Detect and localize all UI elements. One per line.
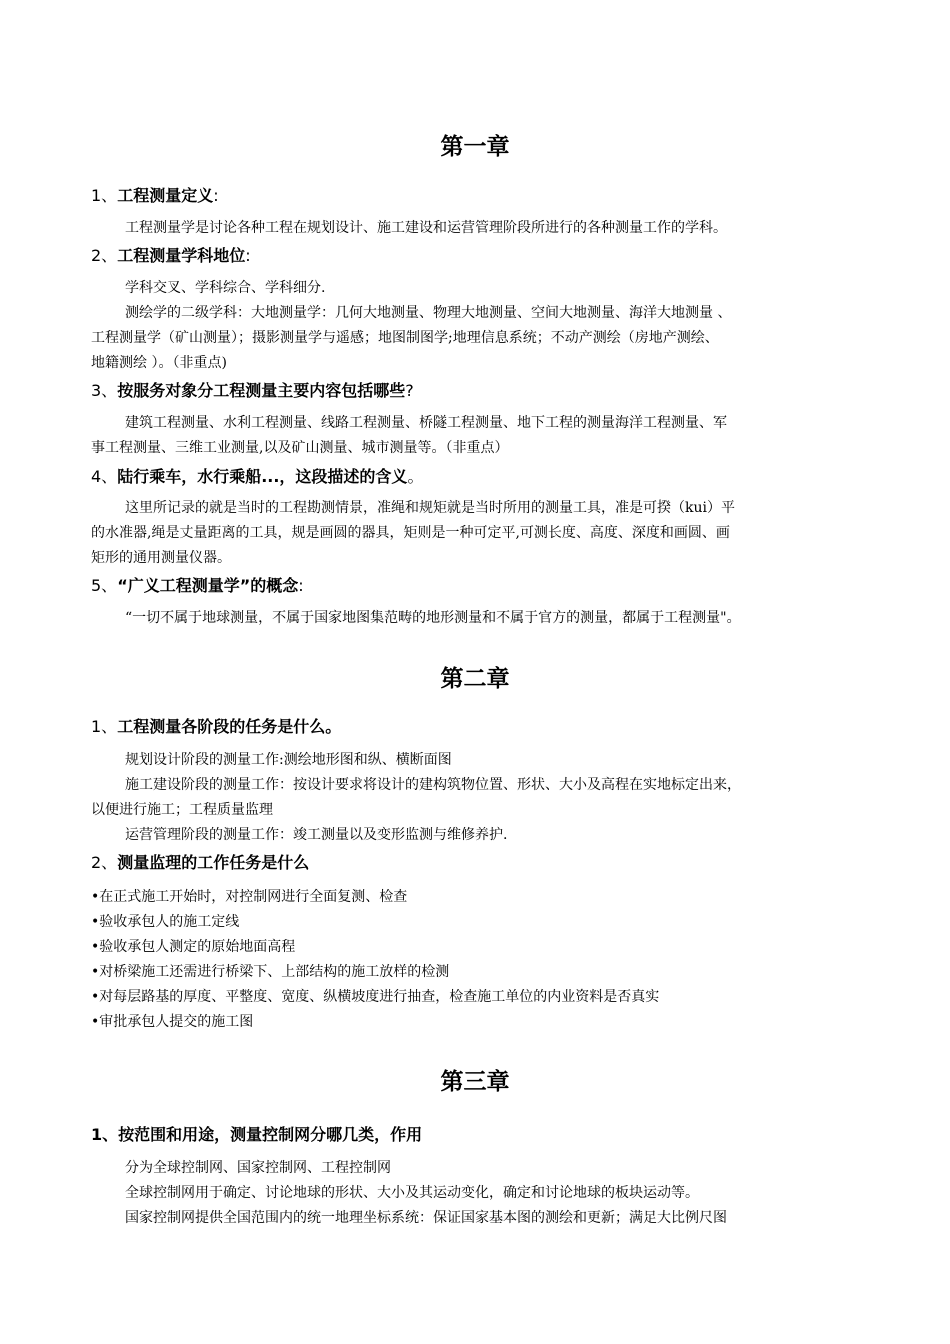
question-punct: : xyxy=(298,576,304,595)
ch1-answer-4-line1: 这里所记录的就是当时的工程勘测情景，准绳和规矩就是当时所用的测量工具，准是可揆（kui）平 xyxy=(125,500,735,516)
ch1-answer-3-line2: 事工程测量、三维工业测量,以及矿山测量、城市测量等。（非重点） xyxy=(91,440,509,456)
ch1-question-3 xyxy=(91,378,414,401)
ch2-bullet-6: •审批承包人提交的施工图 xyxy=(91,1014,254,1030)
question-number: 1、 xyxy=(91,186,118,205)
question-text: 工程测量各阶段的任务是什么。 xyxy=(117,717,342,736)
ch1-answer-1: 工程测量学是讨论各种工程在规划设计、施工建设和运营管理阶段所进行的各种测量工作的学科。 xyxy=(125,220,727,236)
ch1-question-4 xyxy=(91,464,423,487)
chapter-3-title: 第三章 xyxy=(440,1069,510,1095)
ch3-answer-3: 国家控制网提供全国范围内的统一地理坐标系统：保证国家基本图的测绘和更新；满足大比例尺图 xyxy=(125,1210,727,1226)
ch1-answer-2b-line1: 测绘学的二级学科：大地测量学：几何大地测量、物理大地测量、空间大地测量、海洋大地测量 、 xyxy=(125,305,732,321)
question-text: 工程测量学科地位 xyxy=(117,246,246,265)
ch2-answer-1b-line1: 施工建设阶段的测量工作：按设计要求将设计的建构筑物位置、形状、大小及高程在实地标定出来， xyxy=(125,777,741,793)
question-number: 2、 xyxy=(91,246,118,265)
ch2-bullet-4: •对桥梁施工还需进行桥梁下、上部结构的施工放样的检测 xyxy=(91,964,450,980)
question-text: 按范围和用途，测量控制网分哪几类，作用 xyxy=(118,1125,423,1144)
ch1-answer-2b-line2: 工程测量学（矿山测量）；摄影测量学与遥感；地图制图学;地理信息系统；不动产测绘（房地产测绘、 xyxy=(91,330,719,346)
ch2-question-2 xyxy=(91,850,309,873)
question-number: 1、 xyxy=(91,717,118,736)
question-punct: ? xyxy=(405,381,414,400)
question-text: “广义工程测量学”的概念 xyxy=(117,576,299,595)
ch1-answer-2a: 学科交叉、学科综合、学科细分. xyxy=(125,280,326,296)
ch2-bullet-5: •对每层路基的厚度、平整度、宽度、纵横坡度进行抽查，检查施工单位的内业资料是否真实 xyxy=(91,989,660,1005)
ch1-answer-4-line2: 的水准器,绳是丈量距离的工具，规是画圆的器具，矩则是一种可定平,可测长度、高度、深度和画圆、画 xyxy=(91,525,730,541)
question-number: 5、 xyxy=(91,576,118,595)
question-text: 测量监理的工作任务是什么 xyxy=(117,853,310,872)
question-punct: 。 xyxy=(407,467,424,486)
question-number: 3、 xyxy=(91,381,118,400)
ch1-question-2 xyxy=(91,243,251,266)
question-number: 2、 xyxy=(91,853,118,872)
question-punct: : xyxy=(245,246,251,265)
question-punct: : xyxy=(213,186,219,205)
question-text: 按服务对象分工程测量主要内容包括哪些 xyxy=(117,381,406,400)
ch2-bullet-2: •验收承包人的施工定线 xyxy=(91,914,240,930)
ch3-answer-1: 分为全球控制网、国家控制网、工程控制网 xyxy=(125,1160,391,1176)
ch1-answer-2b-line3: 地籍测绘 ）。（非重点) xyxy=(91,355,227,371)
ch1-question-1 xyxy=(91,183,219,206)
question-text: 陆行乘车，水行乘船...，这段描述的含义 xyxy=(117,467,408,486)
ch1-question-5 xyxy=(91,573,304,596)
chapter-1-title: 第一章 xyxy=(440,134,510,160)
ch2-answer-1c: 运营管理阶段的测量工作：竣工测量以及变形监测与维修养护. xyxy=(125,827,508,843)
question-number: 1、 xyxy=(91,1125,119,1144)
ch2-answer-1b-line2: 以便进行施工；工程质量监理 xyxy=(91,802,273,818)
ch3-question-1 xyxy=(91,1122,422,1145)
ch1-answer-4-line3: 矩形的通用测量仪器。 xyxy=(91,550,231,566)
ch2-answer-1a: 规划设计阶段的测量工作:测绘地形图和纵、横断面图 xyxy=(125,752,452,768)
ch2-question-1 xyxy=(91,714,341,737)
ch1-answer-3-line1: 建筑工程测量、水利工程测量、线路工程测量、桥隧工程测量、地下工程的测量海洋工程测量、军 xyxy=(125,415,727,431)
ch2-bullet-1: •在正式施工开始时，对控制网进行全面复测、检查 xyxy=(91,889,408,905)
ch3-answer-2: 全球控制网用于确定、讨论地球的形状、大小及其运动变化，确定和讨论地球的板块运动等。 xyxy=(125,1185,699,1201)
question-number: 4、 xyxy=(91,467,118,486)
chapter-2-title: 第二章 xyxy=(440,666,510,692)
ch1-answer-5: “一切不属于地球测量，不属于国家地图集范畴的地形测量和不属于官方的测量，都属于工程测量"。 xyxy=(125,610,741,626)
question-text: 工程测量定义 xyxy=(117,186,214,205)
ch2-bullet-3: •验收承包人测定的原始地面高程 xyxy=(91,939,296,955)
